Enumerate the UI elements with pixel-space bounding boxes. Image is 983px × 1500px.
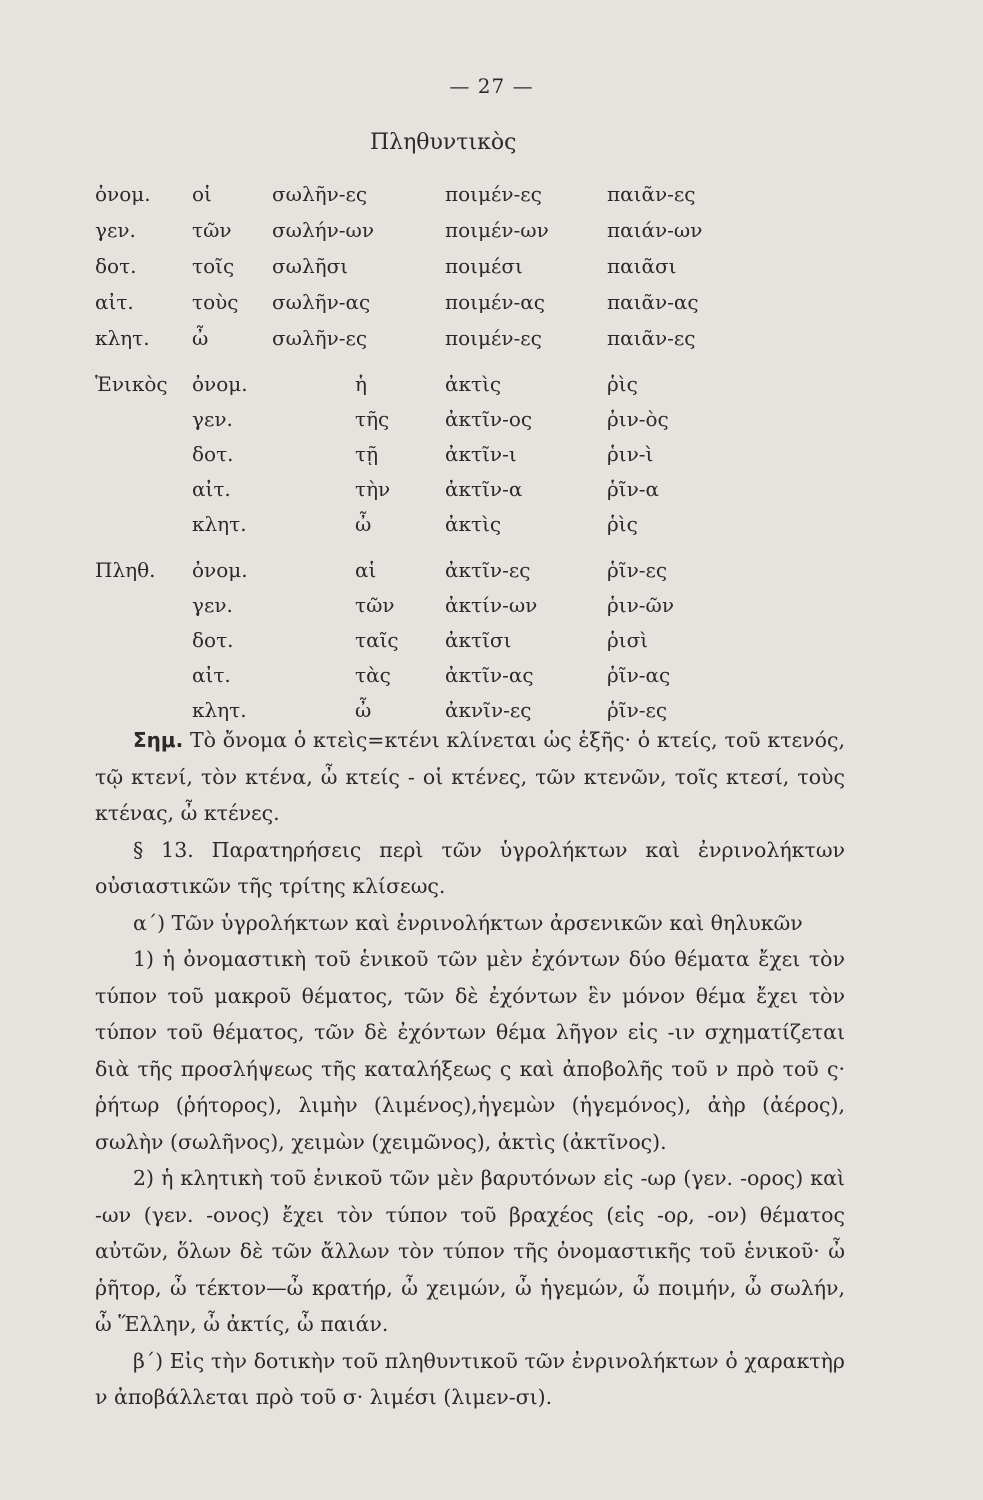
article: ὦ: [355, 512, 372, 536]
form-ris: ῥὶς: [607, 512, 638, 536]
article: ὦ: [192, 326, 209, 350]
article: οἱ: [192, 182, 212, 206]
article: ἡ: [355, 372, 367, 396]
case-label: αἰτ.: [192, 477, 231, 501]
paragraph-1: 1) ἡ ὀνομαστικὴ τοῦ ἑνικοῦ τῶν μὲν ἐχόντων δύο θέματα ἔχει τὸν τύπον τοῦ μακροῦ θέματος, τῶν δὲ ἐχόντων ἓν μόνον θέμα ἔχει τὸν τύπον τοῦ θέματος, τῶν δὲ ἐχόντων θέμα λῆγον εἰς -ιν σχηματίζεται διὰ τῆς προσλήψεως τῆς καταλήξεως ς καὶ ἀποβολῆς τοῦ ν πρὸ τοῦ ς· ῥήτωρ (ῥήτορος), λιμὴν (λιμένος),ἡγεμὼν (ἡγεμόνος), ἀὴρ (ἀέρος), σωλὴν (σωλῆνος), χειμὼν (χειμῶνος), ἀκτὶς (ἀκτῖνος).: [95, 947, 845, 1154]
form-paian: παιᾶσι: [607, 254, 677, 278]
body-text: [95, 722, 845, 1416]
form-ris: ῥῖν-ες: [607, 558, 668, 582]
case-label: αἰτ.: [192, 663, 231, 687]
article: τῶν: [355, 593, 395, 617]
form-ris: ῥῖν-α: [607, 477, 660, 501]
case-label: γεν.: [192, 407, 233, 431]
form-paian: παιᾶν-ες: [607, 182, 696, 206]
section-13-heading: § 13. Παρατηρήσεις περὶ τῶν ὑγρολήκτων καὶ ἐνρινολήκτων οὐσιαστικῶν τῆς τρίτης κλίσεως.: [95, 837, 845, 898]
form-solin: σωλῆν-ας: [272, 290, 371, 314]
form-aktis: ἀκτῖν-ος: [445, 407, 533, 431]
article: τοῖς: [192, 254, 235, 278]
paragraph-b: β΄) Εἰς τὴν δοτικὴν τοῦ πληθυντικοῦ τῶν ἐνρινολήκτων ὁ χαρακτὴρ ν ἀποβάλλεται πρὸ τοῦ σ· λιμέσι (λιμεν-σι).: [95, 1348, 845, 1409]
form-ris: ῥιν-ὸς: [607, 407, 669, 431]
form-aktis: ἀκτῖσι: [445, 628, 512, 652]
form-aktis: ἀκτῖν-ες: [445, 558, 531, 582]
number-label-singular: Ἑνικὸς: [95, 372, 168, 396]
form-poimin: ποιμέν-ες: [445, 326, 542, 350]
note-label: Σημ.: [133, 728, 184, 752]
form-aktis: ἀκτὶς: [445, 372, 502, 396]
form-aktis: ἀκτῖν-ι: [445, 442, 517, 466]
form-aktis: ἀκτὶς: [445, 512, 502, 536]
case-label: γεν.: [95, 218, 136, 242]
form-paian: παιάν-ων: [607, 218, 703, 242]
article: ταῖς: [355, 628, 399, 652]
case-label: κλητ.: [95, 326, 150, 350]
form-poimin: ποιμέν-ες: [445, 182, 542, 206]
form-solin: σωλῆν-ες: [272, 182, 368, 206]
form-paian: παιᾶν-ας: [607, 290, 699, 314]
article: τοὺς: [192, 290, 239, 314]
plural-heading: Πληθυντικὸς: [370, 130, 517, 155]
form-aktis: ἀκτίν-ων: [445, 593, 538, 617]
case-label: κλητ.: [192, 512, 247, 536]
form-aktis: ἀκνῖν-ες: [445, 698, 532, 722]
note-text: Τὸ ὄνομα ὁ κτεὶς=κτένι κλίνεται ὡς ἑξῆς· ὁ κτείς, τοῦ κτενός, τῷ κτενί, τὸν κτένα, ὦ κτείς - οἱ κτένες, τῶν κτενῶν, τοῖς κτεσί, τοὺς κτένας, ὦ κτένες.: [95, 728, 845, 825]
number-label-plural: Πληθ.: [95, 558, 156, 582]
form-ris: ῥιν-ὶ: [607, 442, 654, 466]
form-solin: σωλήν-ων: [272, 218, 375, 242]
form-ris: ῥιν-ῶν: [607, 593, 674, 617]
form-solin: σωλῆσι: [272, 254, 349, 278]
form-poimin: ποιμέσι: [445, 254, 523, 278]
form-ris: ῥὶς: [607, 372, 638, 396]
form-ris: ῥισὶ: [607, 628, 649, 652]
article: τῇ: [355, 442, 379, 466]
article: τὴν: [355, 477, 391, 501]
case-label: κλητ.: [192, 698, 247, 722]
form-aktis: ἀκτῖν-α: [445, 477, 523, 501]
form-ris: ῥῖν-ας: [607, 663, 671, 687]
article: τῶν: [192, 218, 232, 242]
case-label: ὀνομ.: [192, 558, 248, 582]
case-label: δοτ.: [192, 442, 234, 466]
article: αἱ: [355, 558, 377, 582]
note-paragraph: [95, 722, 845, 832]
form-ris: ῥῖν-ες: [607, 698, 668, 722]
page-number: — 27 —: [449, 74, 534, 98]
form-poimin: ποιμέν-ων: [445, 218, 549, 242]
form-solin: σωλῆν-ες: [272, 326, 368, 350]
case-label: ὀνομ.: [192, 372, 248, 396]
form-paian: παιᾶν-ες: [607, 326, 696, 350]
paragraph-2: 2) ἡ κλητικὴ τοῦ ἑνικοῦ τῶν μὲν βαρυτόνων εἰς -ωρ (γεν. -ορος) καὶ -ων (γεν. -ονος) ἔχει τὸν τύπον τοῦ βραχέος (εἰς -ορ, -ον) θέματος αὐτῶν, ὅλων δὲ τῶν ἄλλων τὸν τύπον τῆς ὀνομαστικῆς τοῦ ἑνικοῦ· ὦ ῥῆτορ, ὦ τέκτον—ὦ κρατήρ, ὦ χειμών, ὦ ἡγεμών, ὦ ποιμήν, ὦ σωλήν, ὦ Ἕλλην, ὦ ἀκτίς, ὦ παιάν.: [95, 1166, 845, 1336]
subheading-a: α΄) Τῶν ὑγρολήκτων καὶ ἐνρινολήκτων ἀρσενικῶν καὶ θηλυκῶν: [133, 910, 803, 935]
article: ὦ: [355, 698, 372, 722]
form-aktis: ἀκτῖν-ας: [445, 663, 534, 687]
form-poimin: ποιμέν-ας: [445, 290, 546, 314]
case-label: δοτ.: [192, 628, 234, 652]
article: τὰς: [355, 663, 391, 687]
case-label: δοτ.: [95, 254, 137, 278]
case-label: ὀνομ.: [95, 182, 151, 206]
case-label: γεν.: [192, 593, 233, 617]
case-label: αἰτ.: [95, 290, 134, 314]
article: τῆς: [355, 407, 390, 431]
